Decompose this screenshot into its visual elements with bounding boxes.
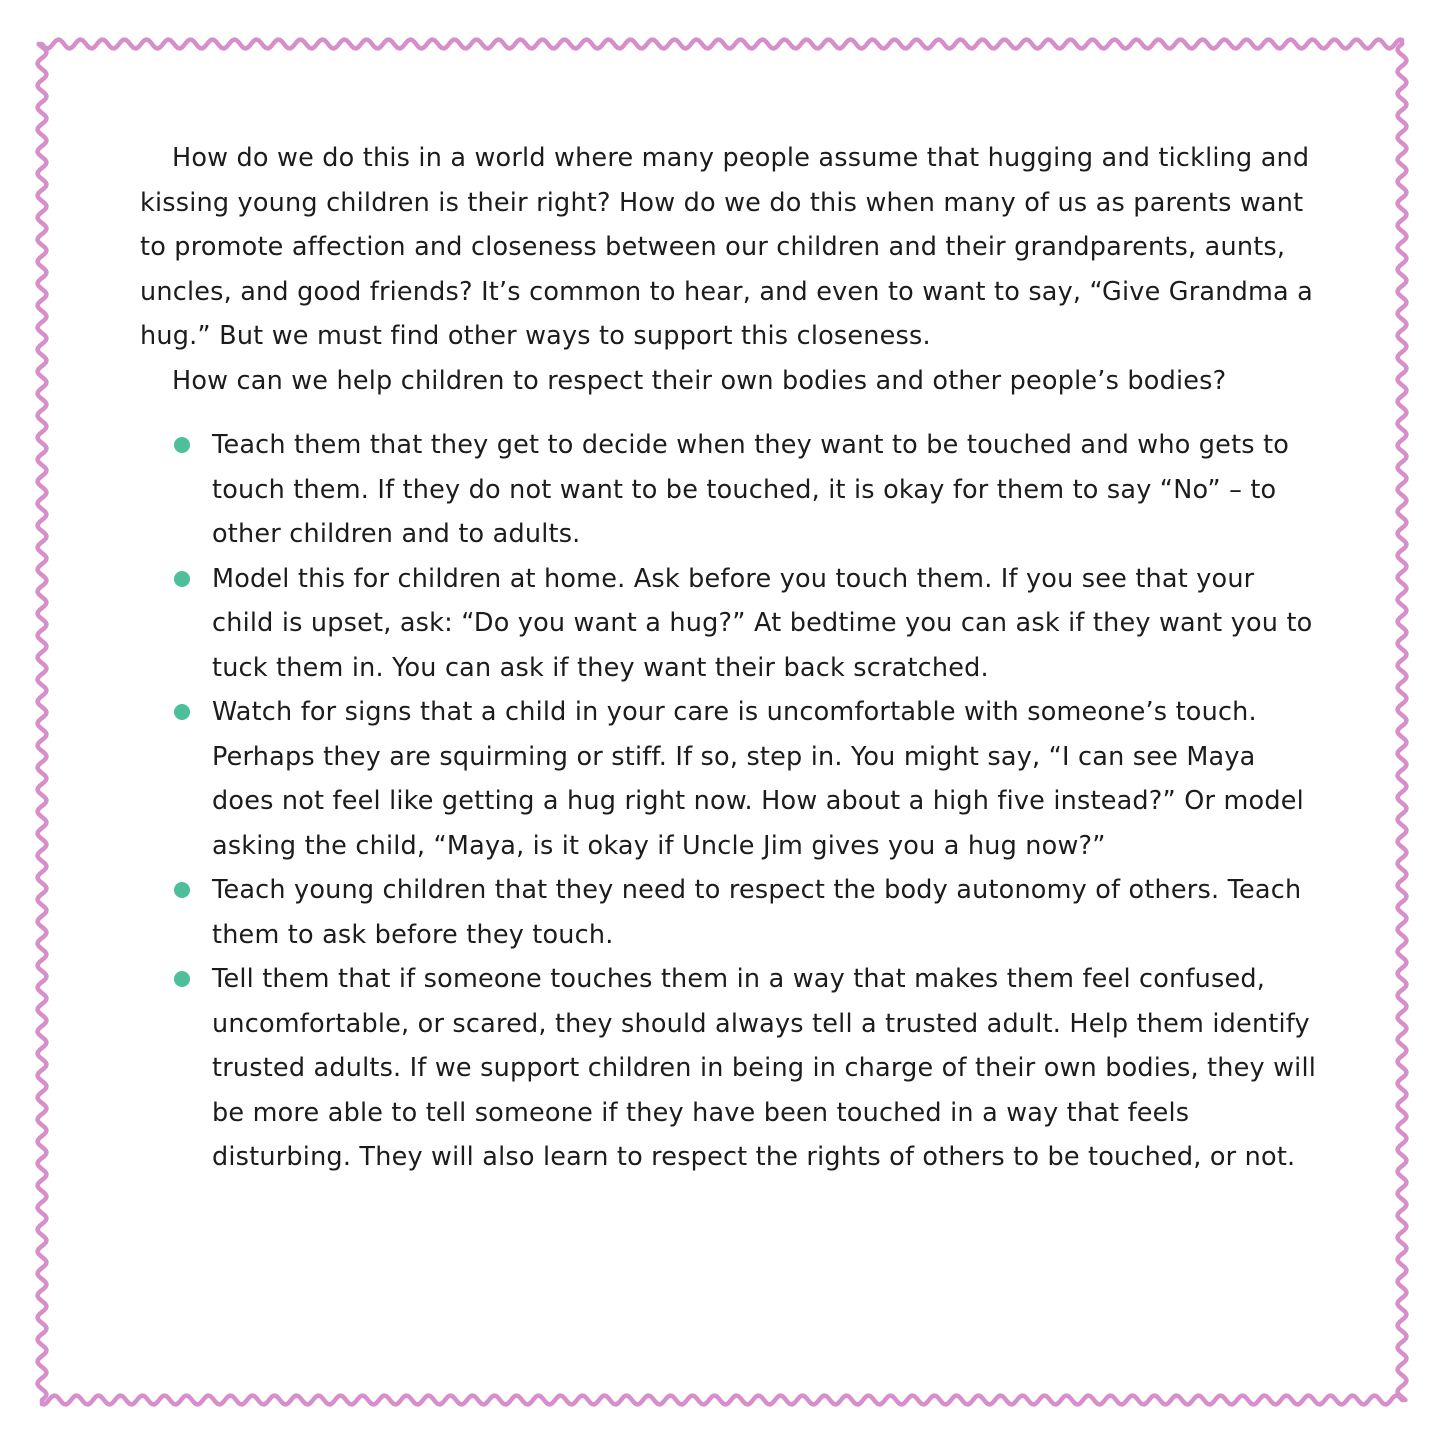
bullet-dot-icon [174,971,190,987]
list-item-text: Teach them that they get to decide when they want to be touched and who gets to touch them. If they do not want to be touched, it is okay for them to say “No” – to other children and to adults. [212,430,1290,549]
bullet-dot-icon [174,437,190,453]
list-item [140,690,1320,868]
bullet-dot-icon [174,704,190,720]
list-item [140,423,1320,557]
tips-list [140,423,1320,1180]
list-item [140,557,1320,691]
list-item [140,868,1320,957]
paragraph-question: How can we help children to respect their own bodies and other people’s bodies? [172,365,1227,396]
list-item-text: Tell them that if someone touches them in a way that makes them feel confused, uncomfortable, or scared, they should always tell a trusted adult. Help them identify trusted adults. If we support children in being in charge of their own bodies, they will be more able to tell someone if they have been touched in a way that feels disturbing. They will also learn to respect the rights of others to be touched, or not. [212,964,1317,1172]
list-item [140,957,1320,1180]
list-item-text: Model this for children at home. Ask before you touch them. If you see that your child is upset, ask: “Do you want a hug?” At bedtime you can ask if they want you to tuck them in. You can ask if they want their back scratched. [212,563,1313,683]
bullet-dot-icon [174,882,190,898]
page-text [140,136,1320,1180]
list-item-text: Watch for signs that a child in your care is uncomfortable with someone’s touch. Perhaps they are squirming or stiff. If so, step in. You might say, “I can see Maya does not feel like getting a hug right now. How about a high five instead?” Or model asking the child, “Maya, is it okay if Uncle Jim gives you a hug now?” [212,697,1304,861]
list-item-text: Teach young children that they need to respect the body autonomy of others. Teach them to ask before they touch. [212,875,1302,950]
bullet-dot-icon [174,571,190,587]
paragraph-intro: How do we do this in a world where many people assume that hugging and tickling and kissing young children is their right? How do we do this when many of us as parents want to promote affection and closeness between our children and their grandparents, aunts, uncles, and good friends? It’s common to hear, and even to want to say, “Give Grandma a hug.” But we must find other ways to support this closeness. [140,143,1313,351]
